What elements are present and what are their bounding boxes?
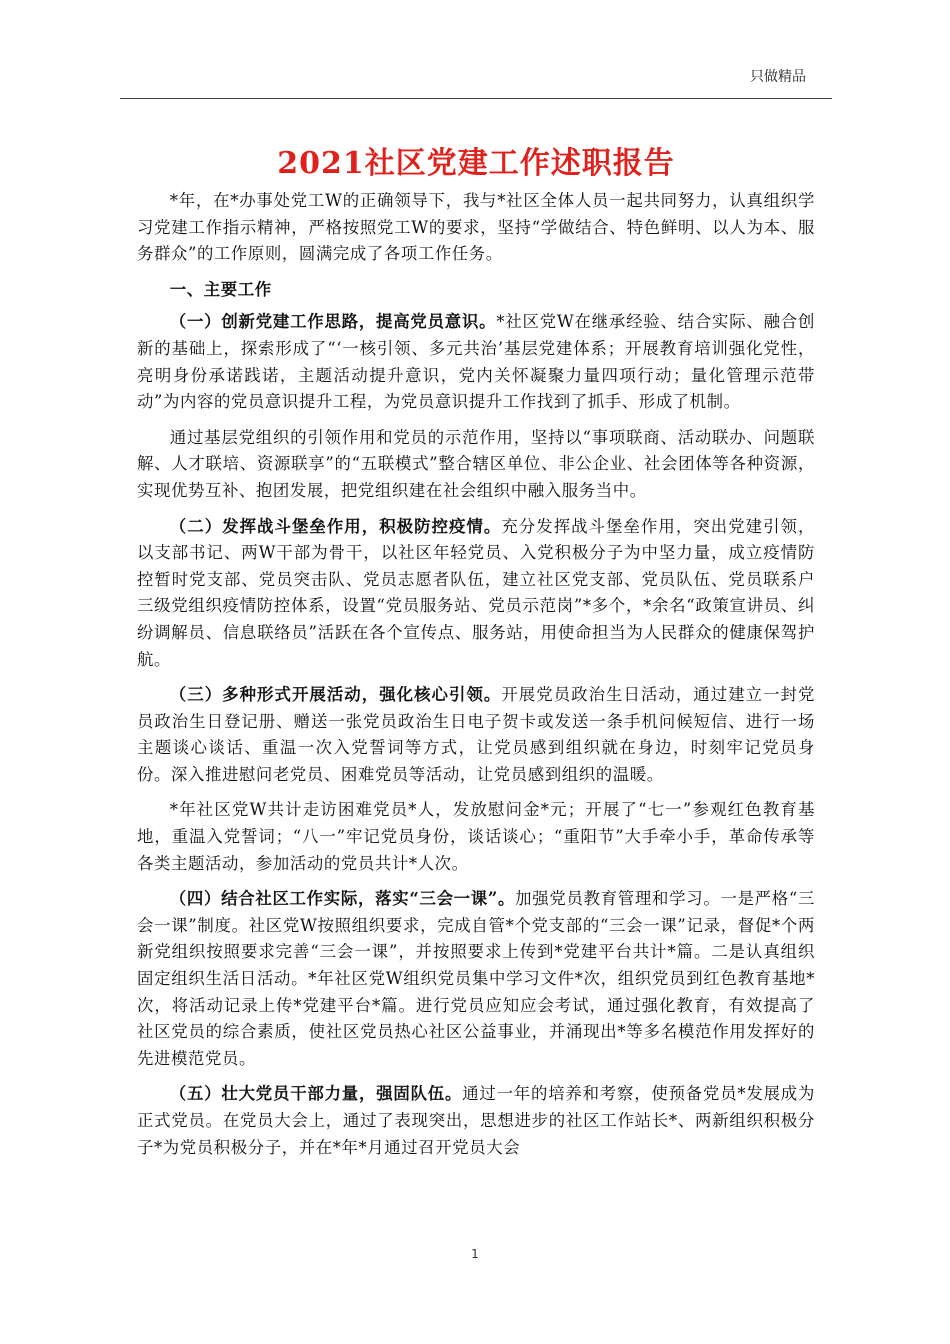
paragraph-lead: （一）创新党建工作思路，提高党员意识。 <box>169 312 497 332</box>
paragraph-3 <box>137 514 815 674</box>
paragraph-text: 开展党员政治生日活动，通过建立一封党员政治生日登记册、赠送一张党员政治生日电子贺卡或发送一条手机问候短信、进行一场主题谈心谈话、重温一次入党誓词等方式，让党员感到组织就在身边，时刻牢记党员身份。深入推进慰问老党员、困难党员等活动，让党员感到组织的温暖。 <box>137 685 815 784</box>
paragraph-text: 充分发挥战斗堡垒作用，突出党建引领，以支部书记、两W干部为骨干，以社区年轻党员、入党积极分子为中坚力量，成立疫情防控暂时党支部、党员突击队、党员志愿者队伍，建立社区党支部、党员队伍、党员联系户三级党组织疫情防控体系，设置“党员服务站、党员示范岗”*多个，*余名“政策宣讲员、纠纷调解员、信息联络员”活跃在各个宣传点、服务站，用使命担当为人民群众的健康保驾护航。 <box>137 516 815 669</box>
paragraph-2 <box>137 425 815 505</box>
section-heading: 一、主要工作 <box>169 279 272 299</box>
paragraph-text: *年社区党W共计走访困难党员*人，发放慰问金*元；开展了“七一”参观红色教育基地，重温入党誓词；“八一”牢记党员身份，谈话谈心；“重阳节”大手牵小手，革命传承等各类主题活动，参加活动的党员共计*人次。 <box>137 800 815 873</box>
header-divider <box>120 98 832 99</box>
paragraph-text: *社区党W在继承经验、结合实际、融合创新的基础上，探索形成了“‘一核引领、多元共治’基层党建体系；开展教育培训强化党性，亮明身份承诺践诺，主题活动提升意识，党内关怀凝聚力量四项行动；量化管理示范带动”为内容的党员意识提升工程，为党员意识提升工作找到了抓手、形成了机制。 <box>137 312 815 412</box>
paragraph-text: 通过一年的培养和考察，使预备党员*发展成为正式党员。在党员大会上，通过了表现突出，思想进步的社区工作站长*、两新组织积极分子*为党员积极分子，并在*年*月通过召开党员大会 <box>137 1084 815 1157</box>
header-note: 只做精品 <box>750 69 806 85</box>
page-number: 1 <box>471 1247 479 1261</box>
paragraph-1 <box>137 309 815 415</box>
paragraph-lead: （二）发挥战斗堡垒作用，积极防控疫情。 <box>169 516 502 536</box>
paragraph-4 <box>137 682 815 788</box>
paragraph-text: 加强党员教育管理和学习。一是严格“三会一课”制度。社区党W按照组织要求，完成自管*个党支部的“三会一课”记录，督促*个两新党组织按照要求完善“三会一课”，并按照要求上传到*党建平台共计*篇。二是认真组织固定组织生活日活动。*年社区党W组织党员集中学习文件*次，组织党员到红色教育基地*次，将活动记录上传*党建平台*篇。进行党员应知应会考试，通过强化教育，有效提高了社区党员的综合素质，使社区党员热心社区公益事业，并涌现出*等多名模范作用发挥好的先进模范党员。 <box>137 889 815 1068</box>
paragraph-lead: （三）多种形式开展活动，强化核心引领。 <box>169 685 502 705</box>
intro-paragraph: *年，在*办事处党工W的正确领导下，我与*社区全体人员一起共同努力，认真组织学习党建工作指示精神，严格按照党工W的要求，坚持“学做结合、特色鲜明、以人为本、服务群众”的工作原则，圆满完成了各项工作任务。 <box>137 191 815 264</box>
paragraph-text: 通过基层党组织的引领作用和党员的示范作用，坚持以“事项联商、活动联办、问题联解、人才联培、资源联享”的“五联模式”整合辖区单位、非公企业、社会团体等各种资源，实现优势互补、抱团发展，把党组织建在社会组织中融入服务当中。 <box>137 427 815 500</box>
document-title: 2021社区党建工作述职报告 <box>277 146 675 181</box>
paragraph-lead: （四）结合社区工作实际，落实“三会一课”。 <box>169 889 516 909</box>
paragraph-5 <box>137 797 815 877</box>
paragraph-lead: （五）壮大党员干部力量，强固队伍。 <box>169 1084 463 1104</box>
paragraph-7 <box>137 1081 815 1161</box>
document-body <box>137 188 815 1170</box>
paragraph-6 <box>137 886 815 1072</box>
